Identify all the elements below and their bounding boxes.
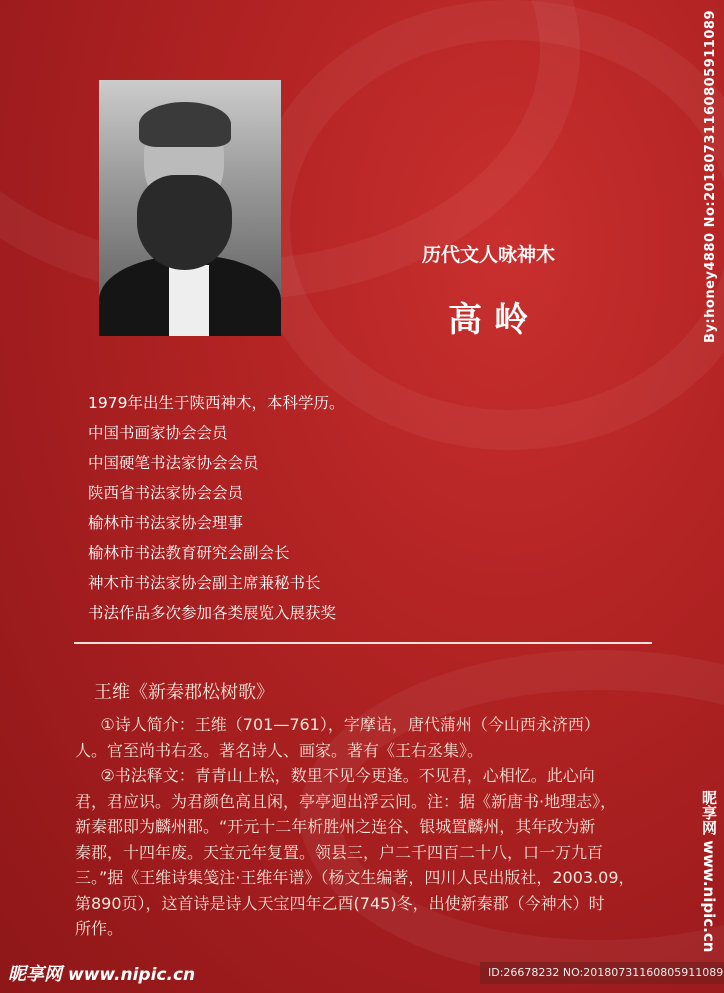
notes-line: 人。官至尚书右丞。著名诗人、画家。著有《王右丞集》。	[75, 740, 484, 760]
notes-line: 所作。	[75, 919, 124, 938]
bio-item: 中国书画家协会会员	[88, 424, 228, 442]
site-logo	[8, 960, 195, 986]
bio-item: 1979年出生于陕西神木，本科学历。	[88, 394, 345, 412]
logo-text: 昵享网	[8, 964, 62, 985]
poem-notes	[75, 712, 715, 942]
notes-line: ②书法释文：青青山上松，数里不见今更逢。不见君，心相忆。此心向	[75, 766, 595, 785]
person-name: 高岭	[448, 300, 540, 340]
notes-line: 新秦郡即为麟州郡。“开元十二年析胜州之连谷、银城置麟州，其年改为新	[75, 817, 596, 836]
side-brand-watermark: 昵享网 www.nipic.cn	[700, 790, 718, 953]
notes-line: ①诗人简介：王维（701—761），字摩诘，唐代蒲州（今山西永济西）	[75, 715, 600, 734]
divider	[74, 642, 652, 644]
poem-title: 王维《新秦郡松树歌》	[94, 682, 274, 703]
bio-item: 陕西省书法家协会会员	[88, 484, 244, 502]
side-watermark: By:honey4880 No:20180731160805911089	[703, 10, 718, 343]
bio-item: 中国硬笔书法家协会会员	[88, 454, 259, 472]
bio-item: 书法作品多次参加各类展览入展获奖	[88, 604, 337, 622]
bio-list	[88, 388, 344, 628]
bio-item: 榆林市书法家协会理事	[88, 514, 244, 532]
image-id-bar: ID:26678232 NO:20180731160805911089	[480, 962, 724, 984]
series-title: 历代文人咏神木	[422, 244, 556, 266]
notes-line: 第890页），这首诗是诗人天宝四年乙酉(745)冬，出使新秦郡（今神木）时	[75, 893, 605, 913]
logo-url: www.nipic.cn	[68, 965, 196, 985]
bio-item: 神木市书法家协会副主席兼秘书长	[88, 574, 321, 592]
bio-item: 榆林市书法教育研究会副会长	[88, 544, 290, 562]
notes-line: 三。”据《王维诗集笺注·王维年谱》（杨文生编著，四川人民出版社，2003.09，	[75, 868, 635, 887]
portrait-photo	[99, 80, 281, 336]
notes-line: 秦郡，十四年废。天宝元年复置。领县三，户二千四百二十八，口一万九百	[75, 842, 604, 862]
notes-line: 君，君应识。为君颜色高且闲，亭亭迴出浮云间。注：据《新唐书·地理志》，	[75, 791, 617, 811]
